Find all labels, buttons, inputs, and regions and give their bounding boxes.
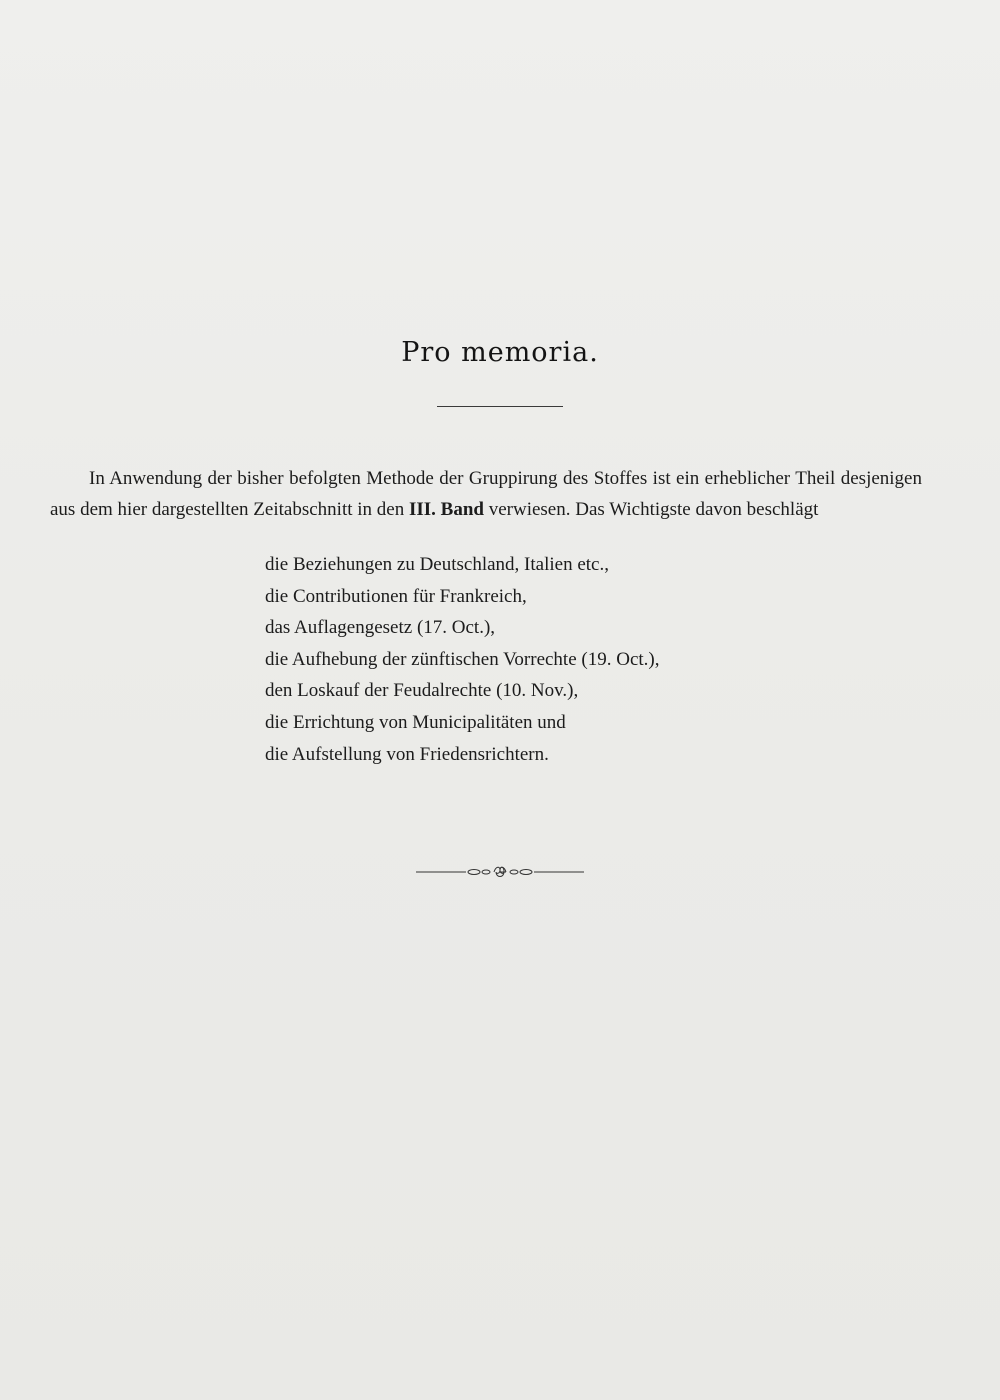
intro-paragraph xyxy=(50,463,922,525)
page-title: Pro memoria. xyxy=(401,337,599,368)
topic-list xyxy=(265,549,865,770)
title-underline-rule xyxy=(437,406,563,407)
decorative-vignette-icon xyxy=(414,864,586,880)
list-item: die Aufstellung von Friedensrichtern. xyxy=(265,743,549,765)
list-item: die Errichtung von Municipalitäten und xyxy=(265,711,566,733)
list-item: die Contributionen für Frankreich, xyxy=(265,585,527,607)
intro-text-end: verwiesen. Das Wichtigste davon beschlägt xyxy=(483,499,819,520)
intro-text-bold: III. Band xyxy=(408,499,484,520)
list-item: die Beziehungen zu Deutschland, Italien etc., xyxy=(265,554,609,575)
list-item: den Loskauf der Feudalrechte (10. Nov.), xyxy=(265,680,579,702)
list-item: die Aufhebung der zünftischen Vorrechte (19. Oct.), xyxy=(265,648,660,670)
intro-text-start: In Anwendung der bisher befolgten Methode der Gruppirung des Stoffes ist ein erheblicher Theil desjenigen aus dem hier dargestellten Zeitabschnitt in den xyxy=(50,468,922,520)
list-item: das Auflagengesetz (17. Oct.), xyxy=(265,617,496,639)
